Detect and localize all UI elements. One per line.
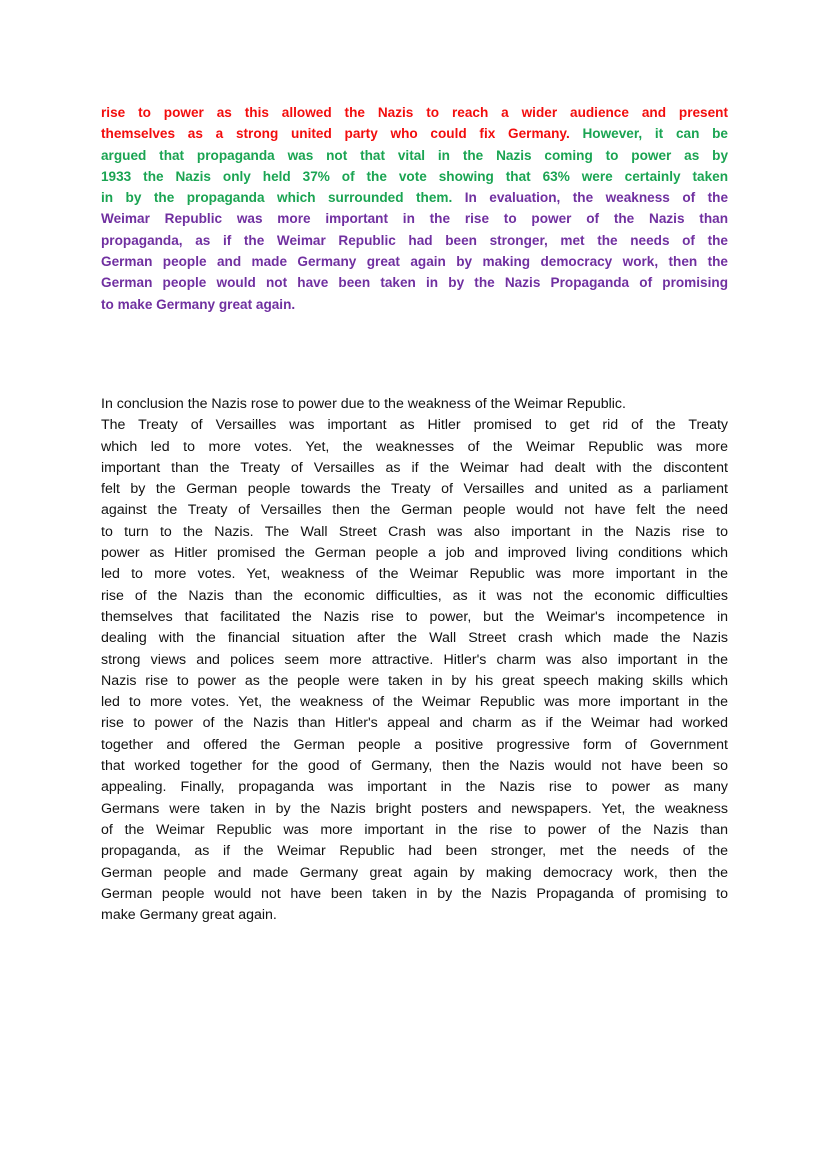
text-line (101, 735, 728, 756)
text-segment-purple: German people would not have been taken in by the Nazis Propaganda of promising (101, 275, 728, 291)
text-line (101, 479, 728, 500)
text-line (101, 607, 728, 628)
text-line (101, 500, 728, 521)
text-line (101, 522, 728, 543)
text-line (101, 713, 728, 734)
text-line (101, 272, 728, 293)
text-line (101, 650, 728, 671)
text-segment-red: rise to power as this allowed the Nazis to reach a wider audience and present (101, 105, 728, 120)
text-segment-red: themselves as a strong united party who could fix Germany. (101, 126, 583, 142)
text-line (101, 756, 728, 777)
text-line (101, 564, 728, 585)
text-line (101, 187, 728, 208)
text-line-content: propaganda, as if the Weimar Republic had been stronger, met the needs of the (101, 843, 728, 860)
text-segment-purple: Weimar Republic was more important in the rise to power of the Nazis than (101, 211, 728, 227)
text-line-content: strong views and polices seem more attractive. Hitler's charm was also important in the (101, 651, 728, 668)
text-segment-green: argued that propaganda was not that vital in the Nazis coming to power as by (101, 147, 728, 163)
text-line-content: against the Treaty of Versailles then the German people would not have felt the need (101, 502, 728, 519)
text-line (101, 123, 728, 144)
text-line (101, 437, 728, 458)
text-segment-green: However, it can be (582, 126, 728, 142)
text-line-content: Germans were taken in by the Nazis bright posters and newspapers. Yet, the weakness (101, 800, 728, 817)
text-line-content: The Treaty of Versailles was important as Hitler promised to get rid of the Treaty (101, 417, 728, 434)
text-line-content: make Germany great again. (101, 907, 277, 924)
text-segment-purple: propaganda, as if the Weimar Republic had been stronger, met the needs of the (101, 232, 728, 248)
text-line (101, 458, 728, 479)
text-line (101, 294, 728, 315)
text-line (101, 777, 728, 798)
text-line (101, 102, 728, 123)
text-line-content: led to more votes. Yet, weakness of the Weimar Republic was more important in the (101, 566, 728, 583)
text-line (101, 863, 728, 884)
text-line (101, 884, 728, 905)
text-line-content: led to more votes. Yet, the weakness of the Weimar Republic was more important in the (101, 694, 728, 711)
text-line (101, 799, 728, 820)
text-line (101, 586, 728, 607)
text-line (101, 394, 728, 415)
text-line-content: rise to power of the Nazis than Hitler's appeal and charm as if the Weimar had worked (101, 715, 728, 732)
text-line-content: Nazis rise to power as the people were taken in by his great speech making skills which (101, 672, 728, 689)
text-line (101, 671, 728, 692)
text-segment-purple: to make Germany great again. (101, 296, 296, 312)
text-line (101, 251, 728, 272)
text-line (101, 628, 728, 649)
text-line-content: dealing with the financial situation after the Wall Street crash which made the Nazis (101, 630, 728, 647)
text-line-content: felt by the German people towards the Treaty of Versailles and united as a parliament (101, 481, 728, 498)
text-line (101, 841, 728, 862)
text-line (101, 208, 728, 229)
text-line-content: In conclusion the Nazis rose to power due to the weakness of the Weimar Republic. (101, 396, 626, 412)
text-line-content: themselves that facilitated the Nazis rise to power, but the Weimar's incompetence in (101, 608, 728, 625)
text-line-content: of the Weimar Republic was more important in the rise to power of the Nazis than (101, 821, 728, 838)
text-line-content: rise of the Nazis than the economic difficulties, as it was not the economic difficulties (101, 587, 728, 604)
text-line (101, 543, 728, 564)
text-segment-green: in by the propaganda which surrounded them. (101, 190, 465, 206)
text-line (101, 230, 728, 251)
text-line (101, 820, 728, 841)
text-line-content: important than the Treaty of Versailles as if the Weimar had dealt with the discontent (101, 459, 728, 476)
text-line-content: appealing. Finally, propaganda was important in the Nazis rise to power as many (101, 779, 728, 796)
text-line (101, 415, 728, 436)
text-line-content: German people and made Germany great again by making democracy work, then the (101, 864, 728, 881)
text-line-content: together and offered the German people a positive progressive form of Government (101, 736, 728, 753)
text-segment-purple: In evaluation, the weakness of the (464, 190, 729, 206)
text-segment-green: 1933 the Nazis only held 37% of the vote showing that 63% were certainly taken (101, 168, 728, 184)
text-line (101, 145, 728, 166)
text-line-content: that worked together for the good of Germany, then the Nazis would not have been so (101, 758, 728, 775)
text-line-content: power as Hitler promised the German people a job and improved living conditions which (101, 545, 728, 562)
conclusion-paragraph (101, 394, 728, 926)
text-segment-purple: German people and made Germany great again by making democracy work, then the (101, 254, 728, 270)
text-line (101, 166, 728, 187)
text-line-content: to turn to the Nazis. The Wall Street Crash was also important in the Nazis rise to (101, 523, 728, 540)
coloured-essay-paragraph (101, 102, 728, 315)
text-line-content: German people would not have been taken in by the Nazis Propaganda of promising to (101, 885, 728, 902)
text-line (101, 905, 728, 926)
text-line-content: which led to more votes. Yet, the weaknesses of the Weimar Republic was more (101, 438, 728, 455)
text-line (101, 692, 728, 713)
